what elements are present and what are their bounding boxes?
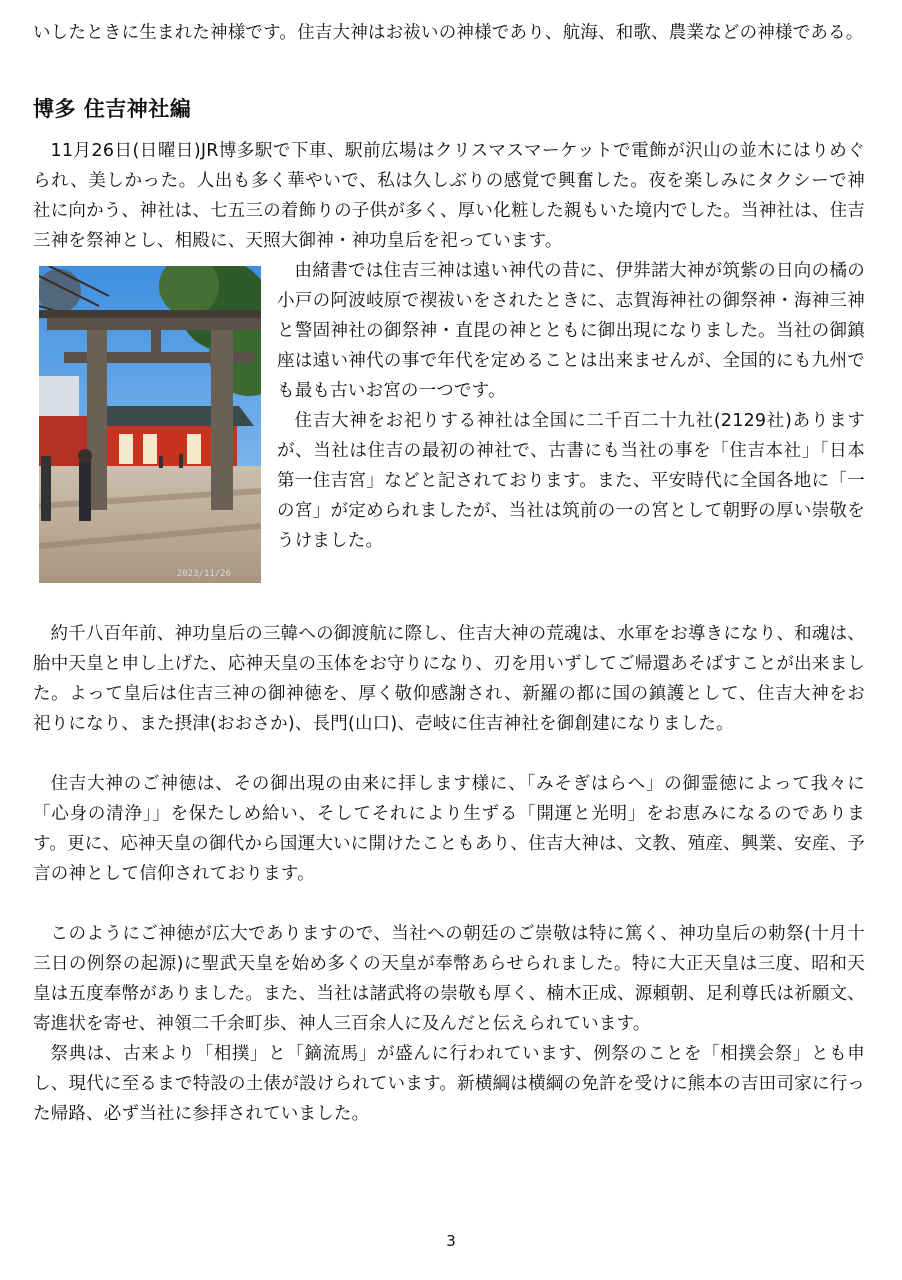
paragraph-virtue: 住吉大神のご神徳は、その御出現の由来に拝します様に、「みそぎはらへ」の御霊徳によって我々に「心身の清浄」」を保たしめ給い、そしてそれにより生ずる「開運と光明」をお恵みになるのであります。更に、応神天皇の御代から国運大いに開けたこともあり、住吉大神は、文教、殖産、興業、安産、予言の神として信仰されております。 [33, 774, 865, 884]
intro-paragraph: いしたときに生まれた神様です。住吉大神はお祓いの神様であり、航海、和歌、農業などの神様である。 [33, 23, 864, 43]
shrine-photo-illustration [39, 266, 261, 583]
page-number: 3 [446, 1232, 456, 1250]
paragraph-empress: 約千八百年前、神功皇后の三韓への御渡航に際し、住吉大神の荒魂は、水軍をお導きになり、和魂は、胎中天皇と申し上げた、応神天皇の玉体をお守りになり、刃を用いずしてご帰還あそばすことが出来ました。よって皇后は住吉三神の御神徳を、厚く敬仰感謝され、新羅の都に国の鎮護として、住吉大神をお祀りになり、また摂津(おおさか)、長門(山口)、壱岐に住吉神社を御創建になりました。 [33, 624, 865, 734]
paragraph-festival: 祭典は、古来より「相撲」と「鏑流馬」が盛んに行われています、例祭のことを「相撲会祭」とも申し、現代に至るまで特設の土俵が設けられています。新横綱は横綱の免許を受けに熊本の吉田司家に行った帰路、必ず当社に参拝されていました。 [33, 1044, 865, 1124]
photo-date-stamp: 2023/11/26 [176, 569, 231, 579]
paragraph-reverence: このようにご神徳が広大でありますので、当社への朝廷のご崇敬は特に篤く、神功皇后の勅祭(十月十三日の例祭の起源)に聖武天皇を始め多くの天皇が奉幣あらせられました。特に大正天皇は三度、昭和天皇は五度奉幣がありました。また、当社は諸武将の崇敬も厚く、楠木正成、源頼朝、足利尊氏は祈願文、寄進状を寄せ、神領二千余町歩、神人三百余人に及んだと伝えられています。 [33, 924, 865, 1034]
document-page [33, 18, 865, 1129]
paragraph-origin: 由緒書では住吉三神は遠い神代の昔に、伊弉諾大神が筑紫の日向の橘の小戸の阿波岐原で禊祓いをされたときに、志賀海神社の御祭神・海神三神と警固神社の御祭神・直毘の神とともに御出現になりました。当社の御鎮座は遠い神代の事で年代を定めることは出来ませんが、全国的にも九州でも最も古いお宮の一つです。 [277, 261, 865, 401]
torii-gate-photo [39, 266, 261, 583]
section-title: 博多 住吉神社編 [33, 97, 192, 121]
paragraph-visit: 11月26日(日曜日)JR博多駅で下車、駅前広場はクリスマスマーケットで電飾が沢山の並木にはりめぐられ、美しかった。人出も多く華やいで、私は久しぶりの感覚で興奮した。夜を楽しみにタクシーで神社に向かう、神社は、七五三の着飾りの子供が多く、厚い化粧した親もいた境内でした。当神社は、住吉三神を祭神とし、相殿に、天照大御神・神功皇后を祀っています。 [33, 141, 865, 251]
paragraph-shrines: 住吉大神をお祀りする神社は全国に二千百二十九社(2129社)ありますが、当社は住吉の最初の神社で、古書にも当社の事を「住吉本社」「日本第一住吉宮」などと記されております。また、平安時代に全国各地に「一の宮」が定められましたが、当社は筑前の一の宮として朝野の厚い崇敬をうけました。 [277, 411, 865, 551]
